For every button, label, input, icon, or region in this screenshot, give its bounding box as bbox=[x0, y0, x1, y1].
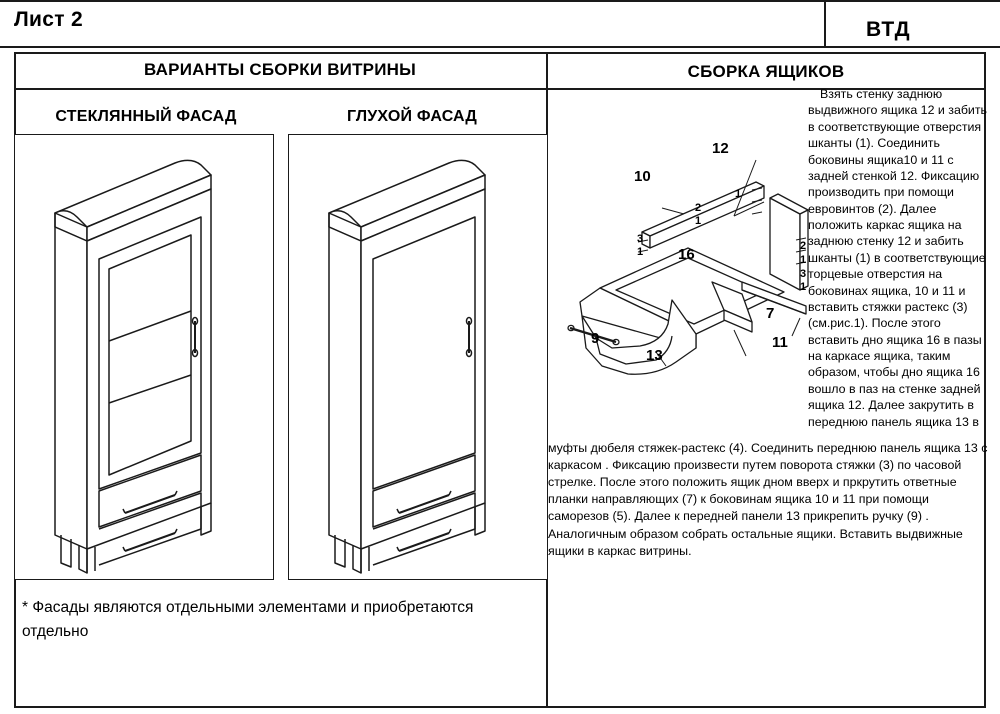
variant-2-label: ГЛУХОЙ ФАСАД bbox=[346, 108, 478, 125]
frame-body-bottom bbox=[14, 706, 986, 708]
callout-12: 12 bbox=[712, 140, 729, 157]
callout-13: 13 bbox=[646, 347, 663, 364]
frame-left-title-divider bbox=[14, 88, 546, 90]
callout-3-b: 3 bbox=[800, 268, 807, 280]
frame-outer-top bbox=[0, 0, 1000, 2]
drawer-assembly-instructions-bottom: муфты дюбеля стяжек-растекс (4). Соединить переднюю панель ящика 13 с каркасом . Фиксацию произвести путем поворота стяжки (3) по часовой стрелке. После этого положить ящик дном вверх и пркрутить ответные планки направляющих (7) к боковинам ящика 10 и 11 при помощи саморезов (5). Далее к передней панели 13 прикрепить ручку (9) . Аналогичным образом собрать остальные ящики. Вставить выдвижные ящики в каркас витрины. bbox=[548, 441, 988, 558]
glass-facade-cabinet-svg bbox=[15, 135, 271, 577]
frame-body-top bbox=[14, 52, 986, 54]
variant-1-drawing bbox=[14, 134, 274, 580]
brand-label: ВТД bbox=[866, 18, 911, 41]
frame-header-right-divider bbox=[824, 0, 826, 46]
drawer-assembly-instructions-top: Взять стенку заднюю выдвижного ящика 12 и забить в соответствующие отверстия шканты (1). Соединить боковины ящика10 и 11 с задней стенкой 12. Фиксацию производить при помощи евровинтов (2). Далее положить каркас ящика на заднюю стенку 12 и забить шканты (1) в соответствующие торцевые отверстия на боковинах ящика, 10 и 11 и вставить стяжки растекс (3) (см.рис.1). После этого вставить дно ящика 16 в пазы на каркасе ящика, таким образом, чтобы дно ящика 16 вошло в паз на стенке задней ящика 12. Далее закрутить в переднюю панель ящика 13 в bbox=[808, 87, 987, 429]
frame-header-divider bbox=[0, 46, 1000, 48]
callout-10: 10 bbox=[634, 168, 651, 185]
left-panel-title: ВАРИАНТЫ СБОРКИ ВИТРИНЫ bbox=[144, 60, 416, 79]
callout-1-a: 1 bbox=[735, 188, 742, 200]
callout-11: 11 bbox=[772, 334, 788, 351]
facade-footnote: * Фасады являются отдельными элементами и приобретаются отдельно bbox=[22, 599, 474, 641]
callout-2-a: 2 bbox=[695, 202, 702, 214]
callout-1-b: 1 bbox=[637, 246, 644, 258]
solid-facade-cabinet-svg bbox=[289, 135, 545, 577]
callout-16: 16 bbox=[678, 246, 695, 263]
right-panel-title: СБОРКА ЯЩИКОВ bbox=[687, 62, 845, 81]
sheet-label: Лист 2 bbox=[14, 8, 83, 31]
callout-7: 7 bbox=[766, 305, 775, 322]
callout-9: 9 bbox=[591, 330, 600, 347]
drawer-exploded-svg bbox=[556, 140, 826, 420]
variant-2-drawing bbox=[288, 134, 548, 580]
variant-1-label: СТЕКЛЯННЫЙ ФАСАД bbox=[55, 108, 237, 125]
callout-2-b: 2 bbox=[800, 240, 807, 252]
callout-1-c: 1 bbox=[695, 215, 702, 227]
callout-1-d: 1 bbox=[800, 254, 807, 266]
callout-3-a: 3 bbox=[637, 233, 644, 245]
callout-1-e: 1 bbox=[800, 281, 807, 293]
